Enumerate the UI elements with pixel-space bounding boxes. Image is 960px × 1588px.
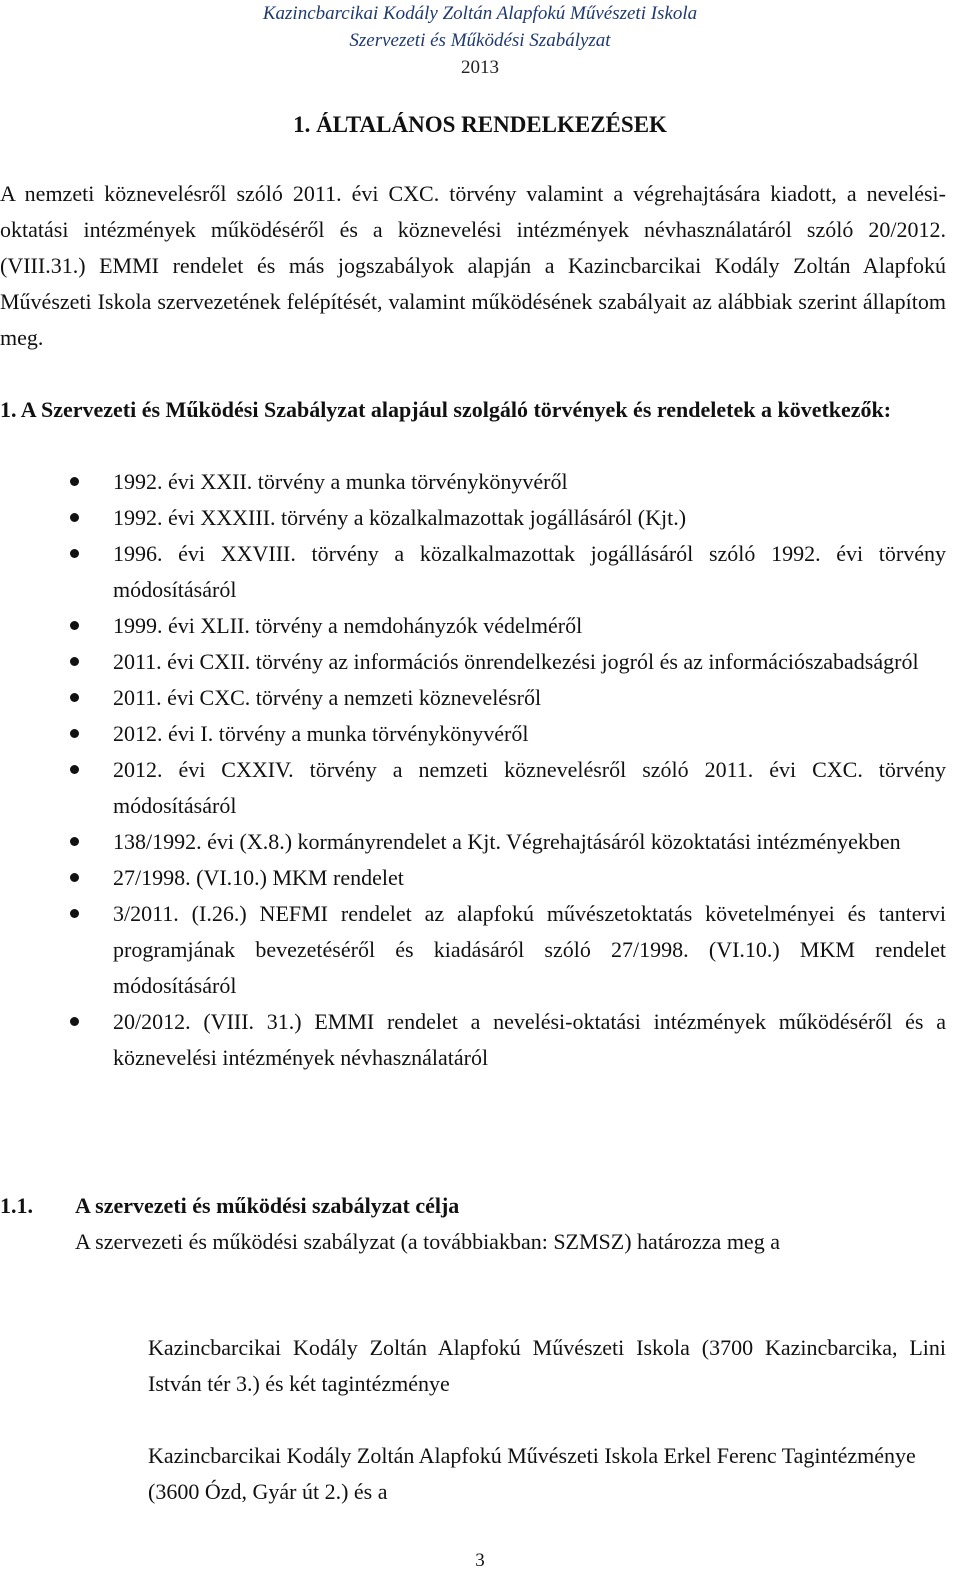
list-item-text: 1996. évi XXVIII. törvény a közalkalmazottak jogállásáról szóló 1992. évi törvény módosításáról bbox=[113, 541, 946, 602]
bullet-icon bbox=[70, 765, 79, 774]
bullet-icon bbox=[70, 1017, 79, 1026]
list-item-text: 138/1992. évi (X.8.) kormányrendelet a Kjt. Végrehajtásáról közoktatási intézményekben bbox=[113, 829, 901, 854]
chapter-title: 1. ÁLTALÁNOS RENDELKEZÉSEK bbox=[293, 112, 667, 137]
list-item bbox=[0, 536, 946, 608]
bullet-icon bbox=[70, 621, 79, 630]
header-school-name: Kazincbarcikai Kodály Zoltán Alapfokú Művészeti Iskola bbox=[262, 3, 698, 24]
bullet-icon bbox=[70, 693, 79, 702]
bullet-icon bbox=[70, 909, 79, 918]
list-item-text: 2012. évi CXXIV. törvény a nemzeti köznevelésről szóló 2011. évi CXC. törvény módosításáról bbox=[113, 757, 946, 818]
list-item bbox=[0, 824, 946, 860]
list-item-text: 20/2012. (VIII. 31.) EMMI rendelet a nevelési-oktatási intézmények működéséről és a köznevelési intézmények névhasználatáról bbox=[113, 1009, 946, 1070]
section-1-heading: 1. A Szervezeti és Működési Szabályzat alapjául szolgáló törvények és rendeletek a következők: bbox=[0, 397, 892, 422]
list-item bbox=[0, 752, 946, 824]
subsection-heading bbox=[0, 1188, 946, 1224]
bullet-icon bbox=[70, 729, 79, 738]
list-item bbox=[0, 716, 946, 752]
list-item-text: 2011. évi CXC. törvény a nemzeti köznevelésről bbox=[113, 685, 542, 710]
list-item bbox=[0, 1004, 946, 1076]
list-item-text: 1992. évi XXII. törvény a munka törvénykönyvéről bbox=[113, 469, 568, 494]
list-item bbox=[0, 680, 946, 716]
bullet-icon bbox=[70, 477, 79, 486]
intro-paragraph: A nemzeti köznevelésről szóló 2011. évi CXC. törvény valamint a végrehajtására kiadott, a nevelési-oktatási intézmények működéséről és a köznevelési intézmények névhasználatáról szóló 20/2012. (VIII.31.) EMMI rendelet és más jogszabályok alapján a Kazincbarcikai Kodály Zoltán Alapfokú Művészeti Iskola szervezetének felépítését, valamint működésének szabályait az alábbiak szerint állapítom meg. bbox=[0, 181, 946, 350]
list-item-text: 1999. évi XLII. törvény a nemdohányzók védelméről bbox=[113, 613, 583, 638]
member-institution-name: Kazincbarcikai Kodály Zoltán Alapfokú Művészeti Iskola Erkel Ferenc Tagintézménye bbox=[148, 1443, 916, 1468]
page-number: 3 bbox=[475, 1550, 485, 1571]
header-document-name: Szervezeti és Működési Szabályzat bbox=[349, 30, 611, 51]
bullet-icon bbox=[70, 549, 79, 558]
list-item-text: 2011. évi CXII. törvény az információs önrendelkezési jogról és az információszabadságról bbox=[113, 649, 919, 674]
list-item bbox=[0, 500, 946, 536]
bullet-icon bbox=[70, 657, 79, 666]
list-item bbox=[0, 464, 946, 500]
bullet-icon bbox=[70, 837, 79, 846]
member-institution-location: (3600 Ózd, Gyár út 2.) és a bbox=[148, 1479, 388, 1504]
list-item-text: 1992. évi XXXIII. törvény a közalkalmazottak jogállásáról (Kjt.) bbox=[113, 505, 687, 530]
member-institution-address bbox=[148, 1438, 946, 1510]
list-item bbox=[0, 860, 946, 896]
list-item-text: 27/1998. (VI.10.) MKM rendelet bbox=[113, 865, 404, 890]
list-item bbox=[0, 896, 946, 1004]
subsection-number: 1.1. bbox=[0, 1193, 33, 1218]
list-item-text: 2012. évi I. törvény a munka törvénykönyvéről bbox=[113, 721, 529, 746]
list-item-text: 3/2011. (I.26.) NEFMI rendelet az alapfokú művészetoktatás követelményei és tantervi programjának bevezetéséről és kiadásáról szóló 27/1998. (VI.10.) MKM rendelet módosításáról bbox=[113, 901, 946, 998]
list-item bbox=[0, 644, 946, 680]
school-address: Kazincbarcikai Kodály Zoltán Alapfokú Művészeti Iskola (3700 Kazincbarcika, Lini István tér 3.) és két tagintézménye bbox=[148, 1335, 946, 1396]
bullet-icon bbox=[70, 873, 79, 882]
bullet-icon bbox=[70, 513, 79, 522]
subsection-title: A szervezeti és működési szabályzat célja bbox=[75, 1193, 460, 1218]
list-item bbox=[0, 608, 946, 644]
page-header bbox=[0, 0, 960, 81]
header-year: 2013 bbox=[461, 57, 499, 78]
subsection-paragraph: A szervezeti és működési szabályzat (a továbbiakban: SZMSZ) határozza meg a bbox=[75, 1229, 780, 1254]
laws-list bbox=[0, 464, 946, 1076]
